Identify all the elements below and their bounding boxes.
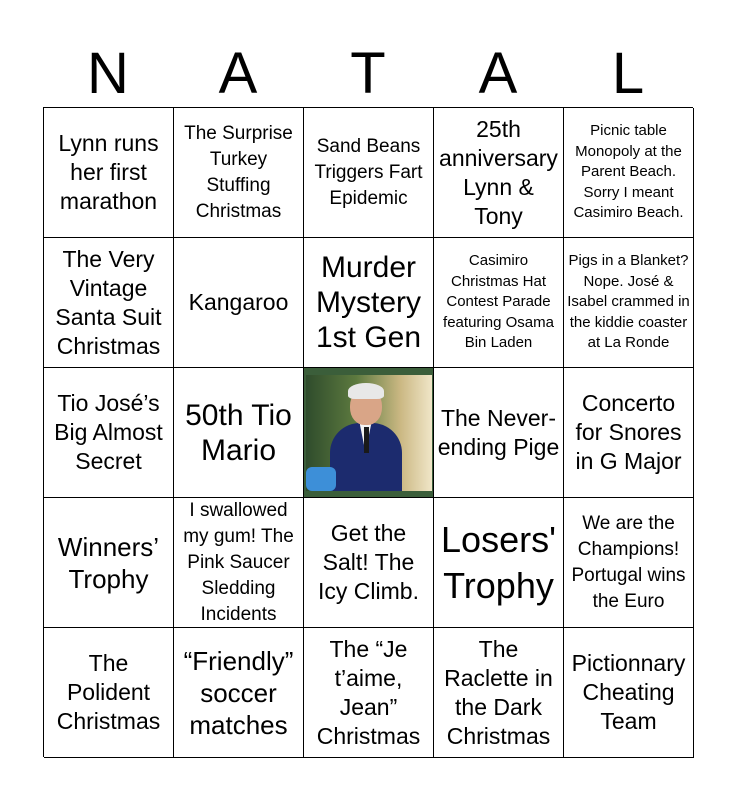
header-letter-1: N [87,41,129,106]
bingo-cell[interactable] [174,628,304,758]
cell-text: Concerto for Snores in G Major [575,390,682,474]
cell-text: The “Je t’aime, Jean” Christmas [316,635,421,749]
bingo-cell[interactable] [44,108,174,238]
cell-text: The Very Vintage Santa Suit Christmas [55,245,162,359]
bingo-cell[interactable] [434,238,564,368]
bingo-cell[interactable] [564,498,694,628]
cell-text: I swallowed my gum! The Pink Saucer Sledding Incidents [183,499,294,625]
bingo-cell[interactable] [434,368,564,498]
cell-text: Kangaroo [188,289,289,315]
cell-text: Tio José’s Big Almost Secret [54,390,163,474]
cell-text: Get the Salt! The Icy Climb. [318,520,419,604]
bingo-cell[interactable] [44,368,174,498]
cell-text: 50th Tio Mario [185,398,292,467]
bingo-cell[interactable] [564,368,694,498]
cell-text: Murder Mystery 1st Gen [315,251,422,354]
cell-text: 25th anniversary Lynn & Tony [439,115,558,229]
cell-text: The Never-ending Pige [437,404,560,460]
bingo-header [43,40,693,108]
bingo-cell[interactable] [304,108,434,238]
bingo-cell[interactable] [174,498,304,628]
header-letter-3: T [350,41,386,106]
cell-text: Casimiro Christmas Hat Contest Parade featuring Osama Bin Laden [443,252,554,352]
cell-text: The Polident Christmas [56,650,161,734]
bingo-cell[interactable] [44,498,174,628]
cell-text: Lynn runs her first marathon [58,130,159,214]
header-letter-2: A [218,41,258,106]
cell-text: Picnic table Monopoly at the Parent Beach. Sorry I meant Casimiro Beach. [573,122,684,222]
bingo-cell[interactable] [44,628,174,758]
cell-text: Sand Beans Triggers Fart Epidemic [314,135,423,209]
bingo-cell[interactable] [564,108,694,238]
bingo-cell[interactable] [304,498,434,628]
header-letter-5: L [611,41,645,106]
free-space-photo-cell[interactable] [304,368,434,498]
bingo-cell[interactable] [174,238,304,368]
cell-text: The Raclette in the Dark Christmas [444,635,553,749]
cell-text: “Friendly” soccer matches [183,645,294,740]
cell-text: The Surprise Turkey Stuffing Christmas [184,122,293,222]
cell-text: Pigs in a Blanket? Nope. José & Isabel crammed in the kiddie coaster at La Ronde [567,252,690,352]
bingo-cell[interactable] [174,368,304,498]
bingo-card [43,107,693,757]
bingo-cell[interactable] [434,498,564,628]
portrait-photo [306,375,432,491]
bingo-cell[interactable] [434,628,564,758]
bingo-cell[interactable] [564,628,694,758]
cell-text: Losers' Trophy [441,518,556,606]
cell-text: We are the Champions! Portugal wins the Euro [571,512,686,612]
header-letter-4: A [478,41,518,106]
bingo-cell[interactable] [564,238,694,368]
bingo-cell[interactable] [304,628,434,758]
cell-text: Pictionnary Cheating Team [571,650,686,734]
bingo-cell[interactable] [44,238,174,368]
bingo-cell[interactable] [174,108,304,238]
bingo-cell[interactable] [304,238,434,368]
cell-text: Winners’ Trophy [57,531,160,594]
bingo-cell[interactable] [434,108,564,238]
